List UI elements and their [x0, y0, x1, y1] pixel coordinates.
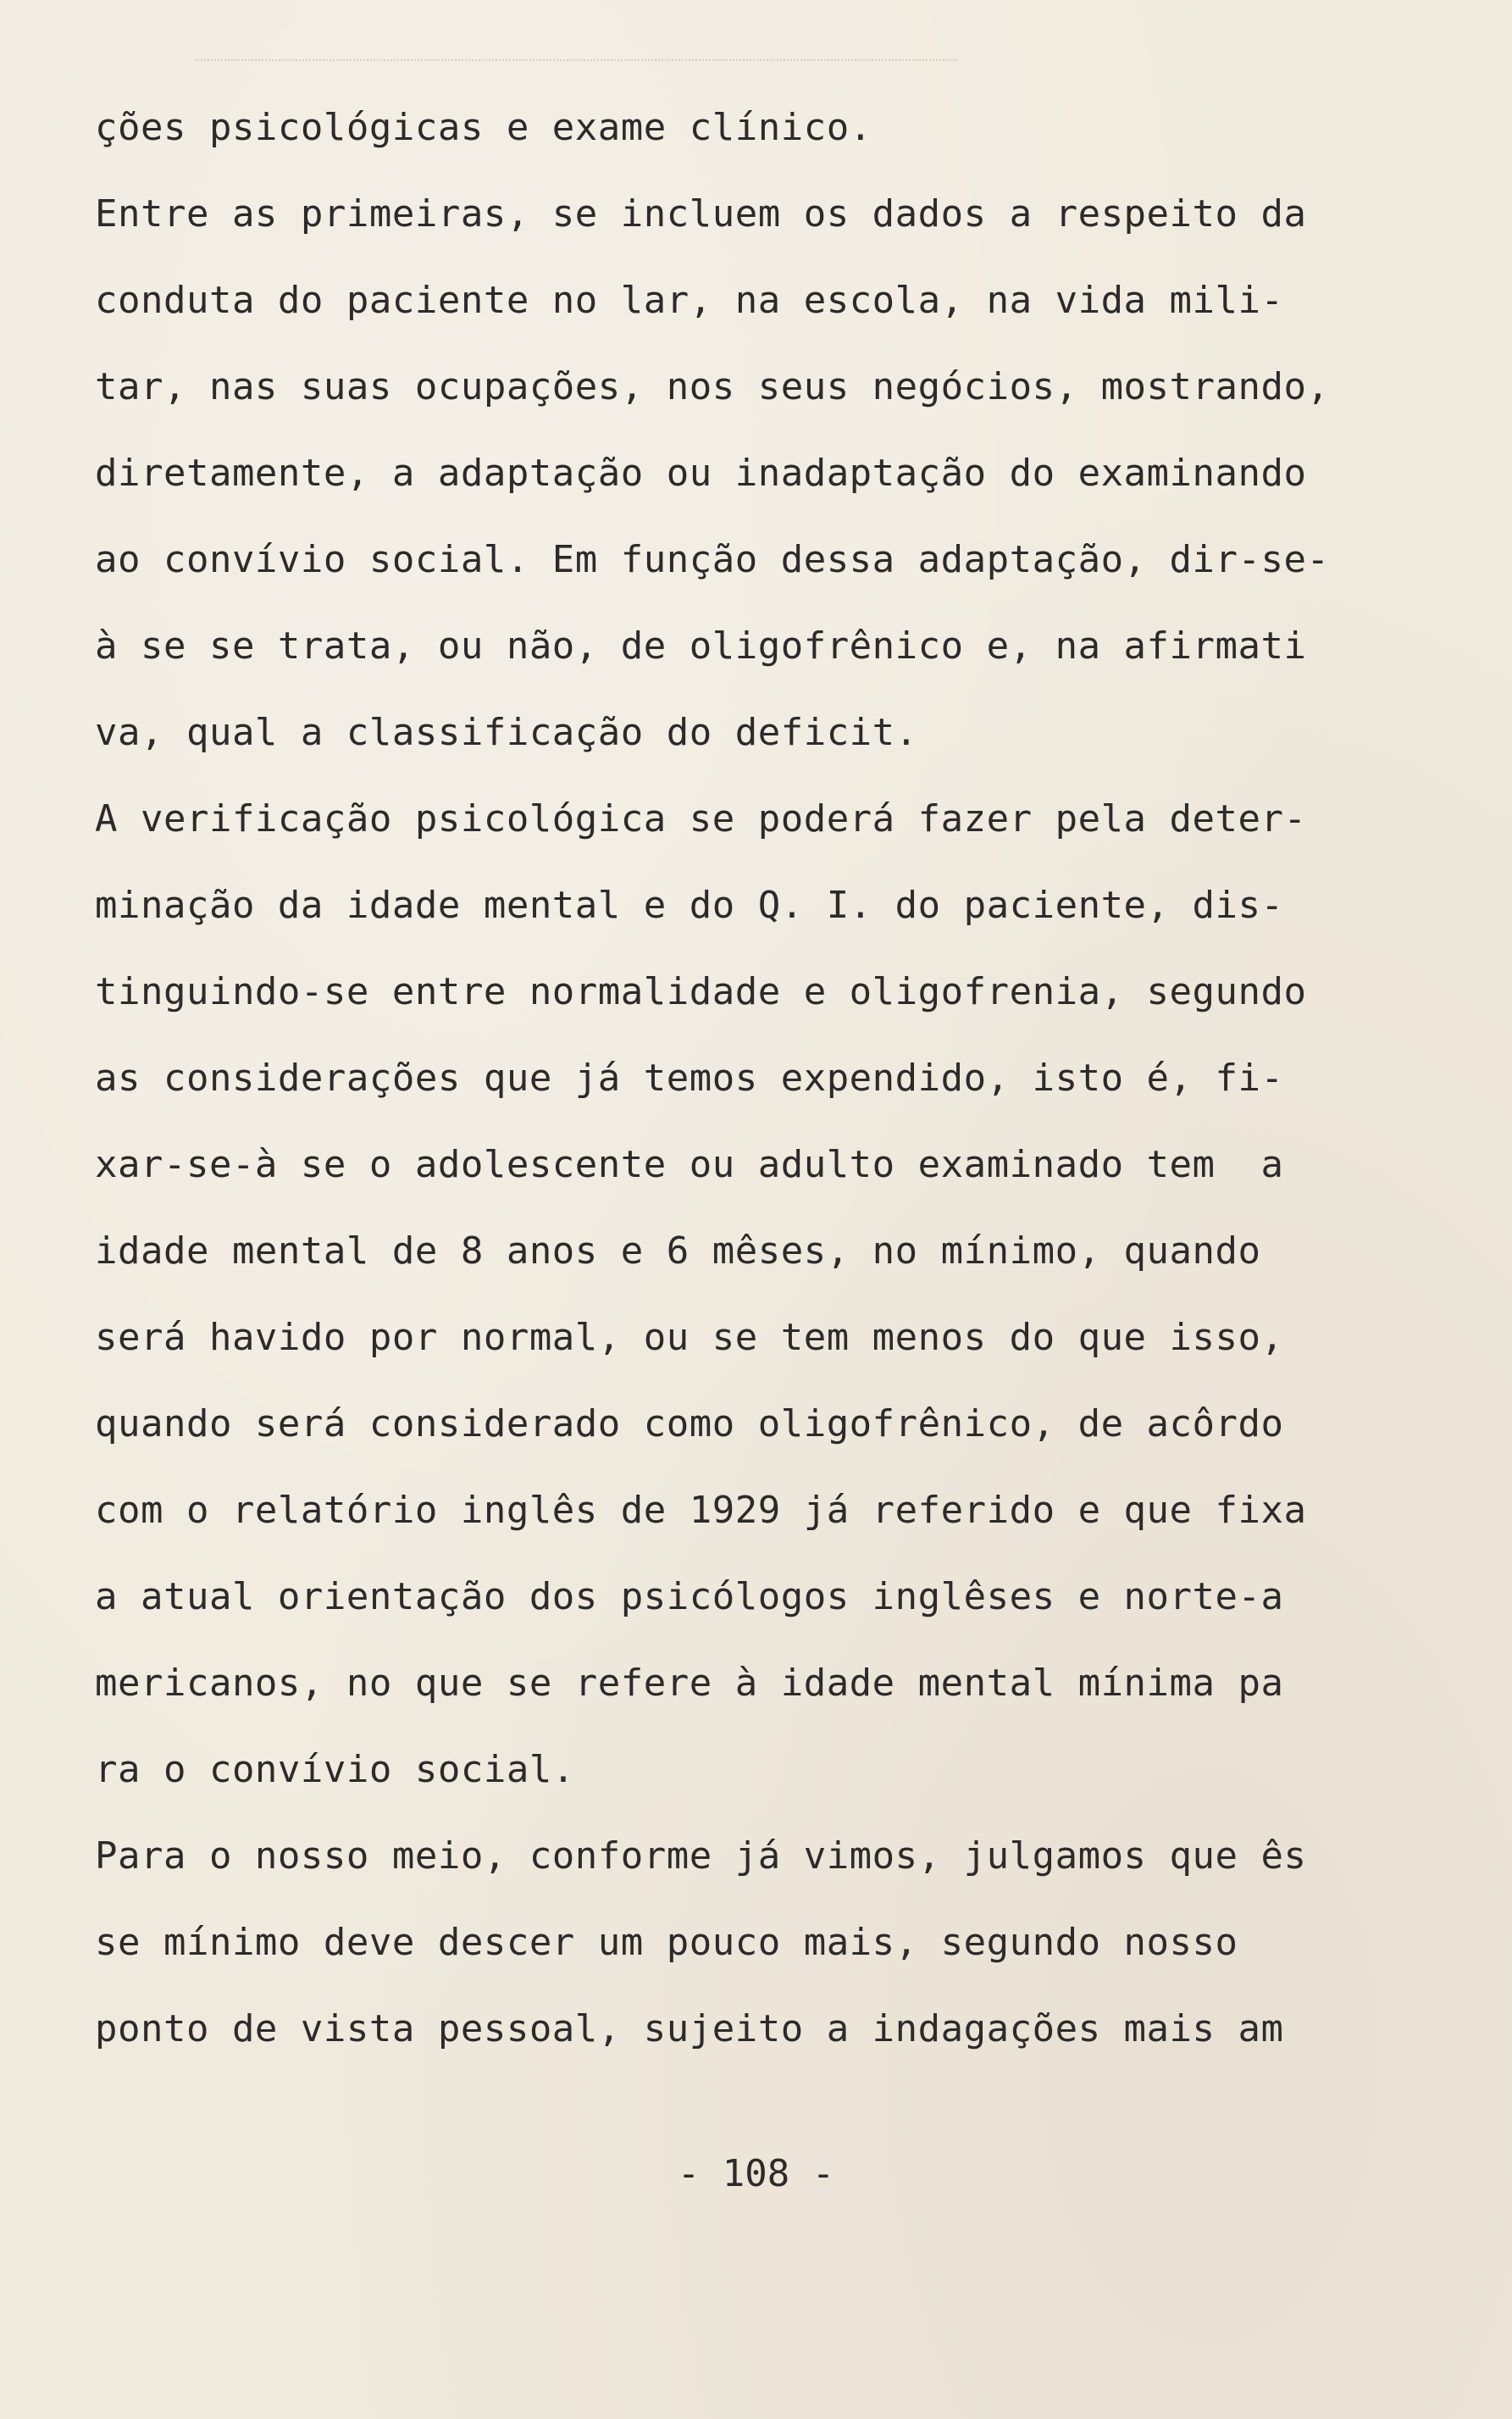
top-divider	[195, 59, 957, 61]
text-line: se mínimo deve descer um pouco mais, segundo nosso	[95, 1921, 1238, 1964]
text-line: ao convívio social. Em função dessa adaptação, dir-se-	[95, 538, 1330, 581]
text-line: xar-se-à se o adolescente ou adulto examinado tem a	[95, 1143, 1284, 1186]
text-line: diretamente, a adaptação ou inadaptação do examinando	[95, 452, 1307, 495]
text-line: conduta do paciente no lar, na escola, na vida mili-	[95, 279, 1284, 322]
text-line: à se se trata, ou não, de oligofrênico e, na afirmati	[95, 624, 1307, 668]
text-line: tar, nas suas ocupações, nos seus negócios, mostrando,	[95, 365, 1330, 408]
text-line: idade mental de 8 anos e 6 mêses, no mínimo, quando	[95, 1229, 1261, 1273]
text-line: va, qual a classificação do deficit.	[95, 711, 918, 754]
text-line: ponto de vista pessoal, sujeito a indagações mais am	[95, 2007, 1284, 2050]
text-line: quando será considerado como oligofrênico, de acôrdo	[95, 1402, 1284, 1445]
text-line: ções psicológicas e exame clínico.	[95, 106, 872, 149]
page-number: - 108 -	[677, 2152, 835, 2195]
text-line: tinguindo-se entre normalidade e oligofrenia, segundo	[95, 970, 1307, 1013]
body-text	[95, 98, 1467, 2086]
text-line: as considerações que já temos expendido, isto é, fi-	[95, 1057, 1284, 1100]
text-line: minação da idade mental e do Q. I. do paciente, dis-	[95, 884, 1284, 927]
text-line: será havido por normal, ou se tem menos do que isso,	[95, 1316, 1284, 1359]
text-line: com o relatório inglês de 1929 já referido e que fixa	[95, 1489, 1307, 1532]
text-line: Para o nosso meio, conforme já vimos, julgamos que ês	[95, 1834, 1307, 1878]
text-line: mericanos, no que se refere à idade mental mínima pa	[95, 1662, 1284, 1705]
text-line: Entre as primeiras, se incluem os dados a respeito da	[95, 192, 1307, 236]
text-line: A verificação psicológica se poderá fazer pela deter-	[95, 797, 1307, 841]
text-line: a atual orientação dos psicólogos inglêses e norte-a	[95, 1575, 1284, 1618]
text-line: ra o convívio social.	[95, 1748, 575, 1791]
